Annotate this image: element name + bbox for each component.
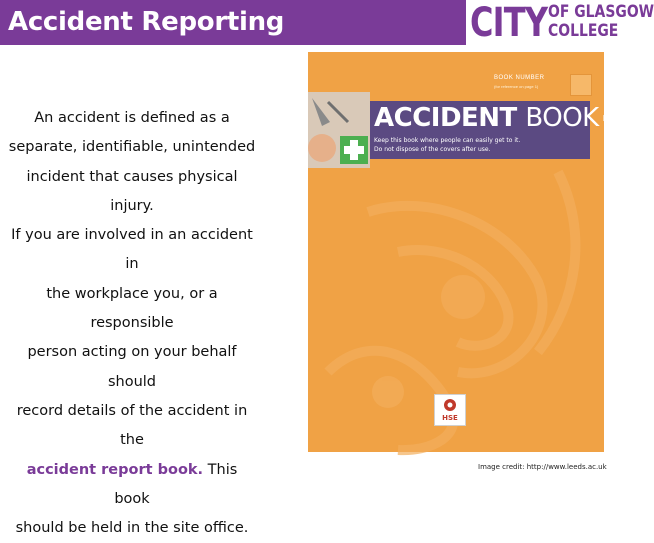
first-aid-cross-icon xyxy=(308,92,370,168)
logo-college-text: COLLEGE xyxy=(548,21,619,41)
logo-city-text: CITY xyxy=(470,0,548,46)
cover-tagline-2: Do not dispose of the covers after use. xyxy=(374,146,491,153)
college-logo xyxy=(466,0,654,46)
body-paragraph xyxy=(8,104,256,543)
hse-label: HSE xyxy=(442,414,458,422)
cover-tagline-1: Keep this book where people can easily get to it. xyxy=(374,137,521,144)
cover-title-accident: ACCIDENT xyxy=(374,103,517,133)
body-line: should be held in the site office. xyxy=(15,520,249,537)
body-line: the workplace you, or a responsible xyxy=(46,285,218,332)
cover-title-book: BOOK xyxy=(525,103,599,133)
body-line: An accident is defined as a xyxy=(34,110,230,126)
header-bar xyxy=(0,0,654,46)
body-line-rest: This book xyxy=(114,461,238,507)
book-number-label: BOOK NUMBER xyxy=(494,75,545,81)
accident-report-book-highlight: accident report book. xyxy=(26,461,204,478)
logo-of-glasgow-text: OF GLASGOW xyxy=(548,2,654,22)
body-line: incident that causes physical injury. xyxy=(26,168,238,214)
hse-logo xyxy=(434,394,466,426)
body-line: record details of the accident in the xyxy=(16,402,248,449)
cover-title xyxy=(374,105,631,132)
accident-book-cover-image xyxy=(308,52,632,452)
book-number-field xyxy=(494,74,592,98)
cover-code: BI 510 xyxy=(602,113,632,123)
hse-emblem-icon xyxy=(435,395,465,413)
page-title: Accident Reporting xyxy=(8,7,285,37)
book-number-box xyxy=(570,74,592,96)
body-line: If you are involved in an accident in xyxy=(11,227,253,273)
body-line: separate, identifiable, unintended xyxy=(8,139,256,156)
body-line xyxy=(8,456,256,515)
body-line: person acting on your behalf should xyxy=(27,344,237,390)
book-number-sub: (for reference on page 1) xyxy=(494,84,539,89)
image-credit: Image credit: http://www.leeds.ac.uk xyxy=(478,463,607,471)
